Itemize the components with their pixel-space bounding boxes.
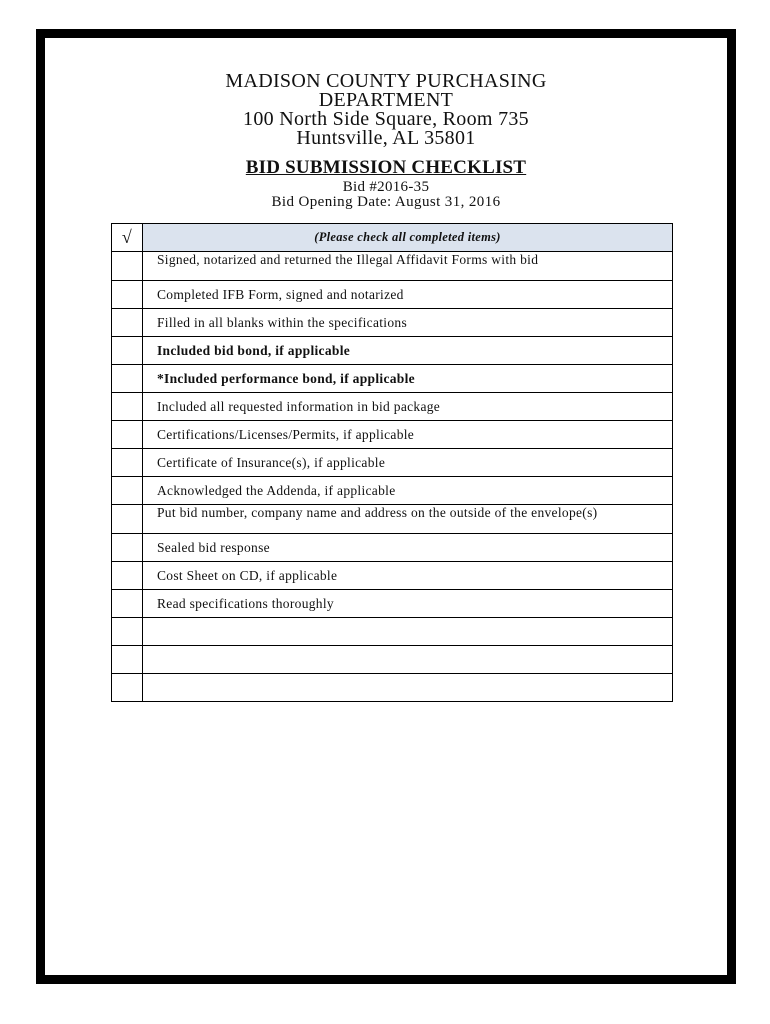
table-row [112, 281, 673, 309]
checkbox-cell[interactable] [112, 252, 143, 281]
item-text-blank[interactable] [143, 674, 673, 702]
bid-opening-date: Bid Opening Date: August 31, 2016 [271, 194, 501, 210]
instruction-header: (Please check all completed items) [143, 224, 673, 252]
item-text: Signed, notarized and returned the Illegal Affidavit Forms with bid [143, 252, 673, 281]
table-row [112, 562, 673, 590]
table-row [112, 365, 673, 393]
table-row [112, 337, 673, 365]
table-row [112, 449, 673, 477]
item-text: Filled in all blanks within the specifications [143, 309, 673, 337]
checklist-table [111, 223, 673, 702]
table-row [112, 534, 673, 562]
item-text-blank[interactable] [143, 618, 673, 646]
checkbox-cell[interactable] [112, 534, 143, 562]
table-row [112, 252, 673, 281]
table-row [112, 646, 673, 674]
item-text: Sealed bid response [143, 534, 673, 562]
item-text-blank[interactable] [143, 646, 673, 674]
item-text: Included bid bond, if applicable [143, 337, 673, 365]
table-row [112, 421, 673, 449]
checkbox-cell[interactable] [112, 646, 143, 674]
item-text: Cost Sheet on CD, if applicable [143, 562, 673, 590]
address-line1: 100 North Side Square, Room 735 [243, 108, 529, 130]
checkbox-cell[interactable] [112, 281, 143, 309]
checkbox-cell[interactable] [112, 309, 143, 337]
table-row [112, 674, 673, 702]
checkbox-cell[interactable] [112, 421, 143, 449]
table-row [112, 618, 673, 646]
department-header [45, 72, 727, 148]
checkbox-cell[interactable] [112, 505, 143, 534]
checkbox-cell[interactable] [112, 562, 143, 590]
item-text: Included all requested information in bid package [143, 393, 673, 421]
item-text: Completed IFB Form, signed and notarized [143, 281, 673, 309]
table-row [112, 309, 673, 337]
checkbox-cell[interactable] [112, 365, 143, 393]
item-text: Certifications/Licenses/Permits, if applicable [143, 421, 673, 449]
checklist-title: BID SUBMISSION CHECKLIST [245, 157, 527, 178]
checkbox-cell[interactable] [112, 674, 143, 702]
checkbox-cell[interactable] [112, 337, 143, 365]
item-text: Acknowledged the Addenda, if applicable [143, 477, 673, 505]
table-row [112, 393, 673, 421]
checkbox-cell[interactable] [112, 393, 143, 421]
table-row [112, 477, 673, 505]
item-text: Certificate of Insurance(s), if applicable [143, 449, 673, 477]
table-header-row [112, 224, 673, 252]
item-text: *Included performance bond, if applicable [143, 365, 673, 393]
department-name-line1: MADISON COUNTY PURCHASING [225, 70, 547, 92]
checkbox-cell[interactable] [112, 449, 143, 477]
department-name-line2: DEPARTMENT [318, 89, 454, 111]
document-frame [36, 29, 736, 984]
item-text: Read specifications thoroughly [143, 590, 673, 618]
table-row [112, 590, 673, 618]
item-text: Put bid number, company name and address on the outside of the envelope(s) [143, 505, 673, 534]
address-line2: Huntsville, AL 35801 [296, 127, 476, 149]
bid-number: Bid #2016-35 [342, 179, 430, 195]
checkbox-cell[interactable] [112, 590, 143, 618]
checkbox-cell[interactable] [112, 477, 143, 505]
check-column-header: √ [112, 224, 143, 252]
checkbox-cell[interactable] [112, 618, 143, 646]
table-row [112, 505, 673, 534]
